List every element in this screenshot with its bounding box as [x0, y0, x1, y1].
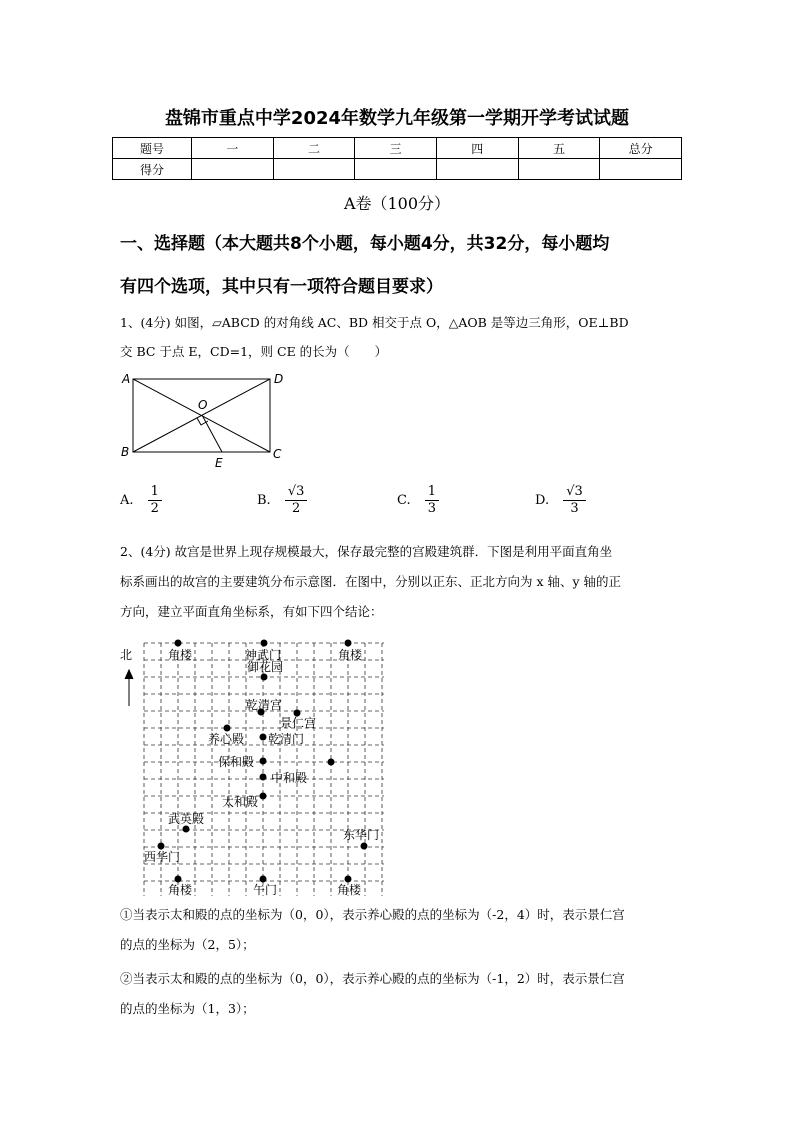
q1-option-c[interactable] [397, 484, 439, 517]
point-shenwumen [261, 640, 268, 647]
section-heading-line1: 一、选择题（本大题共8个小题，每小题4分，共32分，每小题均 [120, 234, 610, 254]
label-b: B [121, 445, 130, 459]
score-table [112, 137, 682, 180]
fraction-denominator: 3 [427, 501, 437, 516]
palace-map [116, 636, 388, 900]
point-jiaolou-tr [345, 640, 352, 647]
option-letter: C. [397, 493, 411, 508]
q2-text-line3: 方向，建立平面直角坐标系，有如下四个结论： [120, 604, 383, 619]
score-header-cell: 三 [355, 138, 437, 159]
label-taihedian: 太和殿 [222, 795, 259, 809]
label-zhonghedian: 中和殿 [271, 771, 308, 785]
fraction-numerator: 1 [148, 484, 162, 501]
q1-figure [118, 368, 290, 472]
q2-text-line1: 2、(4分) 故宫是世界上现存规模最大，保存最完整的宫殿建筑群．下图是利用平面直角坐 [120, 544, 613, 559]
label-d: D [274, 372, 284, 386]
point-yuhuayuan [261, 674, 268, 681]
point-baohedian [260, 758, 267, 765]
point-xihuamen [158, 843, 165, 850]
label-o: O [198, 398, 208, 412]
point-wumen [260, 876, 267, 883]
label-jiaolou-tl: 角楼 [168, 648, 193, 662]
statement-2-line2: 的点的坐标为（1，3）； [120, 1001, 255, 1016]
q1-option-a[interactable] [120, 484, 162, 517]
score-cell[interactable] [273, 159, 355, 180]
label-qianqingmen: 乾清门 [268, 732, 305, 746]
label-wuyingdian: 武英殿 [168, 812, 205, 826]
section-heading-line2: 有四个选项，其中只有一项符合题目要求） [120, 277, 443, 297]
point-zhonghedian [260, 774, 267, 781]
label-jiaolou-tr: 角楼 [338, 648, 363, 662]
score-cell[interactable] [355, 159, 437, 180]
option-fraction [148, 484, 162, 517]
point-qianqingmen [260, 734, 267, 741]
label-jingrengong: 景仁宫 [280, 716, 317, 730]
score-cell[interactable] [600, 159, 682, 180]
page-title: 盘锦市重点中学2024年数学九年级第一学期开学考试试题 [164, 108, 630, 129]
fraction-denominator: 2 [291, 501, 301, 516]
label-shenwumen: 神武门 [245, 648, 282, 662]
point-donghuamen [361, 843, 368, 850]
option-letter: D. [535, 493, 550, 508]
fraction-denominator: 2 [150, 501, 159, 516]
point-east [328, 759, 335, 766]
q1-text-line1: 1、(4分) 如图，▱ABCD 的对角线 AC、BD 相交于点 O，△AOB 是等边三角形，OE⊥BD [120, 315, 629, 330]
paper-a-heading: A卷（100分） [343, 194, 451, 213]
label-jiaolou-br: 角楼 [337, 883, 362, 897]
score-header-cell: 一 [192, 138, 274, 159]
label-jiaolou-bl: 角楼 [168, 883, 193, 897]
q1-option-b[interactable] [257, 484, 307, 517]
label-wumen: 午门 [253, 883, 278, 897]
label-donghuamen: 东华门 [343, 828, 380, 842]
score-cell[interactable] [436, 159, 518, 180]
score-table-score-row [113, 159, 682, 180]
point-jiaolou-tl [175, 640, 182, 647]
fraction-numerator: √3 [563, 484, 586, 501]
label-baohedian: 保和殿 [218, 755, 255, 769]
label-qianqinggong: 乾清宫 [246, 698, 283, 712]
label-xihuamen: 西华门 [144, 850, 181, 864]
north-arrow [125, 670, 133, 706]
option-fraction [425, 484, 439, 517]
map-points [158, 640, 368, 883]
label-a: A [122, 372, 131, 386]
q1-option-d[interactable] [535, 484, 586, 517]
score-table-header-row [113, 138, 682, 159]
point-wuyingdian [183, 826, 190, 833]
point-yangxindian [224, 725, 231, 732]
score-row-label: 得分 [113, 159, 192, 180]
option-letter: B. [257, 493, 271, 508]
label-yangxindian: 养心殿 [208, 732, 245, 746]
fraction-numerator: 1 [425, 484, 439, 501]
score-header-cell: 总分 [600, 138, 682, 159]
score-header-cell: 四 [436, 138, 518, 159]
statement-1-line1: ①当表示太和殿的点的坐标为（0，0），表示养心殿的点的坐标为（-2，4）时，表示景仁宫 [120, 907, 625, 922]
option-fraction [563, 484, 586, 517]
score-header-cell: 二 [273, 138, 355, 159]
point-jiaolou-br [345, 876, 352, 883]
point-jiaolou-bl [175, 876, 182, 883]
score-header-cell: 题号 [113, 138, 192, 159]
option-letter: A. [120, 493, 134, 508]
score-header-cell: 五 [518, 138, 600, 159]
score-cell[interactable] [192, 159, 274, 180]
label-e: E [215, 456, 223, 470]
point-taihedian [260, 793, 267, 800]
label-yuhuayuan: 御花园 [247, 660, 284, 674]
score-cell[interactable] [518, 159, 600, 180]
statement-1-line2: 的点的坐标为（2，5）； [120, 937, 255, 952]
q1-text-line2: 交 BC 于点 E，CD=1，则 CE 的长为（ ） [120, 344, 388, 359]
fraction-denominator: 3 [570, 501, 579, 516]
statement-2-line1: ②当表示太和殿的点的坐标为（0，0），表示养心殿的点的坐标为（-1，2）时，表示景仁宫 [120, 971, 625, 986]
q2-text-line2: 标系画出的故宫的主要建筑分布示意图．在图中，分别以正东、正北方向为 x 轴、y 轴的正 [120, 574, 622, 589]
option-fraction [285, 484, 308, 517]
north-label: 北 [120, 648, 133, 662]
label-c: C [273, 447, 282, 461]
fraction-numerator: √3 [285, 484, 308, 501]
